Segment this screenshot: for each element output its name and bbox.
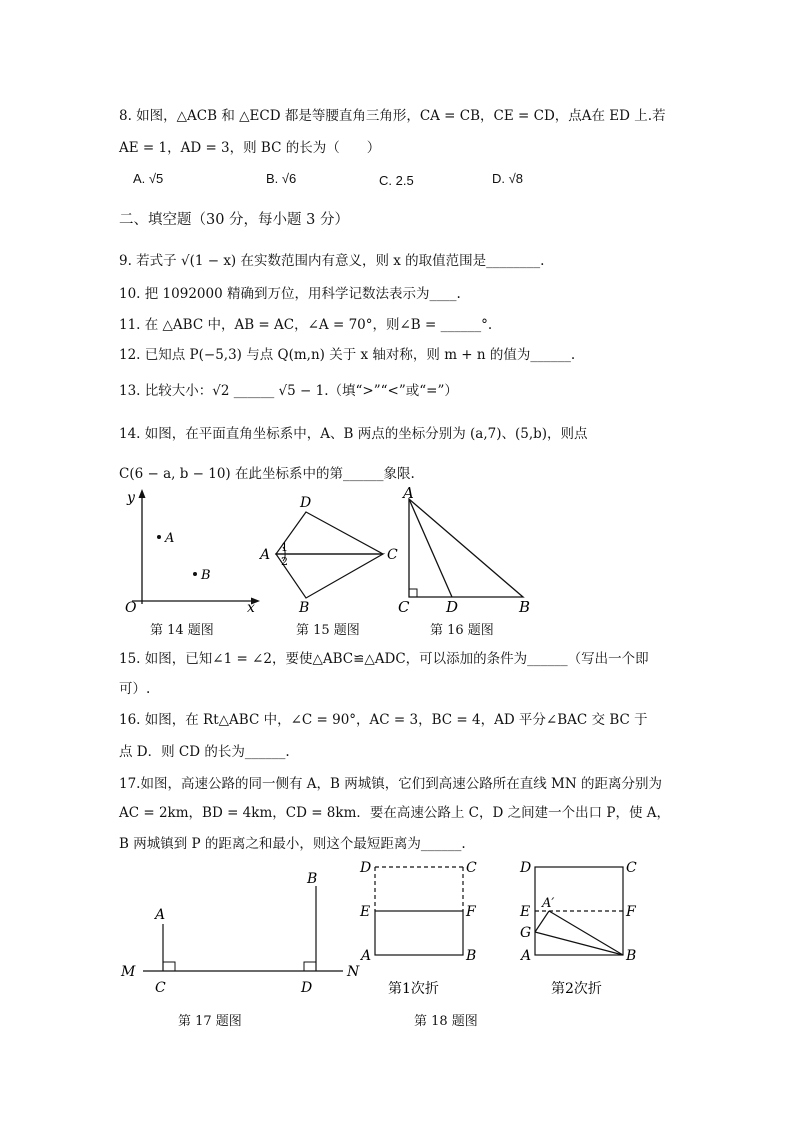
caption-fig16: 第 16 题图 — [430, 623, 494, 638]
f17-c-label: C — [155, 980, 166, 996]
caption-fig17: 第 17 题图 — [178, 1014, 242, 1029]
f14-x-label: x — [247, 600, 255, 616]
q12: 12. 已知点 P(−5,3) 与点 Q(m,n) 关于 x 轴对称，则 m + n 的值为______. — [119, 347, 576, 363]
f15-a-label: A — [260, 547, 271, 563]
figure-17-highway — [115, 862, 365, 1002]
f18a-b-label: B — [466, 948, 477, 964]
f18b-caption: 第2次折 — [551, 981, 602, 997]
f18b-d-label: D — [520, 860, 532, 876]
f18b-a-label: A — [521, 948, 532, 964]
f14-o-label: O — [125, 600, 137, 616]
f17-d-label: D — [301, 980, 313, 996]
figure-16-right-triangle — [395, 484, 545, 617]
q8-choice-d: D. √8 — [492, 171, 523, 186]
q15-line1: 15. 如图，已知∠1 = ∠2，要使△ABC≌△ADC，可以添加的条件为______（写出一个即 — [119, 651, 649, 667]
q9: 9. 若式子 √(1 − x) 在实数范围内有意义，则 x 的取值范围是________. — [119, 253, 545, 269]
f18a-a-label: A — [361, 948, 372, 964]
f18a-c-label: C — [466, 860, 477, 876]
section-title: 二、填空题（30 分，每小题 3 分） — [119, 212, 350, 228]
f18b-e-label: E — [520, 904, 531, 920]
f18b-b-label: B — [626, 948, 637, 964]
figure-14-coordinate-plane — [115, 488, 265, 616]
f16-d-label: D — [446, 598, 459, 616]
q8-choice-b: B. √6 — [266, 171, 297, 186]
q17-line2: AC = 2km，BD = 4km，CD = 8km．要在高速公路上 C，D 之间建一个出口 P，使 A， — [119, 805, 671, 821]
q11: 11. 在 △ABC 中，AB = AC，∠A = 70°，则∠B = ______°. — [119, 317, 493, 333]
f16-c-label: C — [398, 598, 410, 616]
q14-line2: C(6 − a, b − 10) 在此坐标系中的第______象限. — [119, 466, 415, 482]
figure-15-kite — [255, 492, 405, 618]
f17-n-label: N — [347, 964, 360, 980]
f15-c-label: C — [387, 547, 398, 563]
f14-b-label: B — [201, 568, 211, 583]
f18a-caption: 第1次折 — [388, 981, 439, 997]
q8-line1: 8. 如图，△ACB 和 △ECD 都是等腰直角三角形，CA = CB，CE = CD，点A在 ED 上.若 — [119, 108, 666, 124]
q15-line2: 可）. — [119, 681, 151, 697]
q14-line1: 14. 如图，在平面直角坐标系中，A、B 两点的坐标分别为 (a,7)、(5,b)，则点 — [119, 426, 588, 442]
q16-line2: 点 D．则 CD 的长为______. — [119, 744, 290, 760]
f16-b-label: B — [519, 598, 531, 616]
caption-fig18: 第 18 题图 — [414, 1014, 478, 1029]
q13: 13. 比较大小：√2 ______ √5 − 1.（填“>”“<”或“=”） — [119, 383, 458, 399]
q17-line3: B 两城镇到 P 的距离之和最小，则这个最短距离为______. — [119, 836, 466, 852]
f17-m-label: M — [121, 964, 136, 980]
figure-18-first-fold — [355, 855, 485, 1000]
f18a-d-label: D — [360, 860, 372, 876]
q8-line2: AE = 1，AD = 3，则 BC 的长为（ ） — [119, 140, 381, 156]
f18b-f-label: F — [626, 904, 636, 920]
f15-angle2-label: 2 — [281, 555, 288, 568]
q16-line1: 16. 如图，在 Rt△ABC 中，∠C = 90°，AC = 3，BC = 4，AD 平分∠BAC 交 BC 于 — [119, 712, 648, 728]
caption-fig14: 第 14 题图 — [150, 623, 214, 638]
f18b-g-label: G — [520, 925, 532, 941]
f18b-aprime-label: A′ — [542, 896, 555, 911]
f18a-e-label: E — [360, 904, 371, 920]
f15-d-label: D — [300, 495, 312, 511]
f15-angle1-label: 1 — [281, 541, 288, 554]
q10: 10. 把 1092000 精确到万位，用科学记数法表示为____. — [119, 286, 461, 302]
f16-a-label: A — [403, 484, 414, 502]
q17-line1: 17.如图，高速公路的同一侧有 A，B 两城镇，它们到高速公路所在直线 MN 的距离分别为 — [119, 776, 662, 792]
f17-b-label: B — [307, 871, 318, 887]
f18a-f-label: F — [466, 904, 476, 920]
f14-a-label: A — [165, 531, 175, 546]
f15-b-label: B — [299, 600, 310, 616]
figure-18-second-fold — [515, 855, 645, 1000]
f14-y-label: y — [127, 490, 135, 506]
q8-choice-c: C. 2.5 — [379, 173, 414, 188]
caption-fig15: 第 15 题图 — [296, 623, 360, 638]
f17-a-label: A — [155, 907, 166, 923]
f18b-c-label: C — [626, 860, 637, 876]
q8-choice-a: A. √5 — [133, 171, 164, 186]
